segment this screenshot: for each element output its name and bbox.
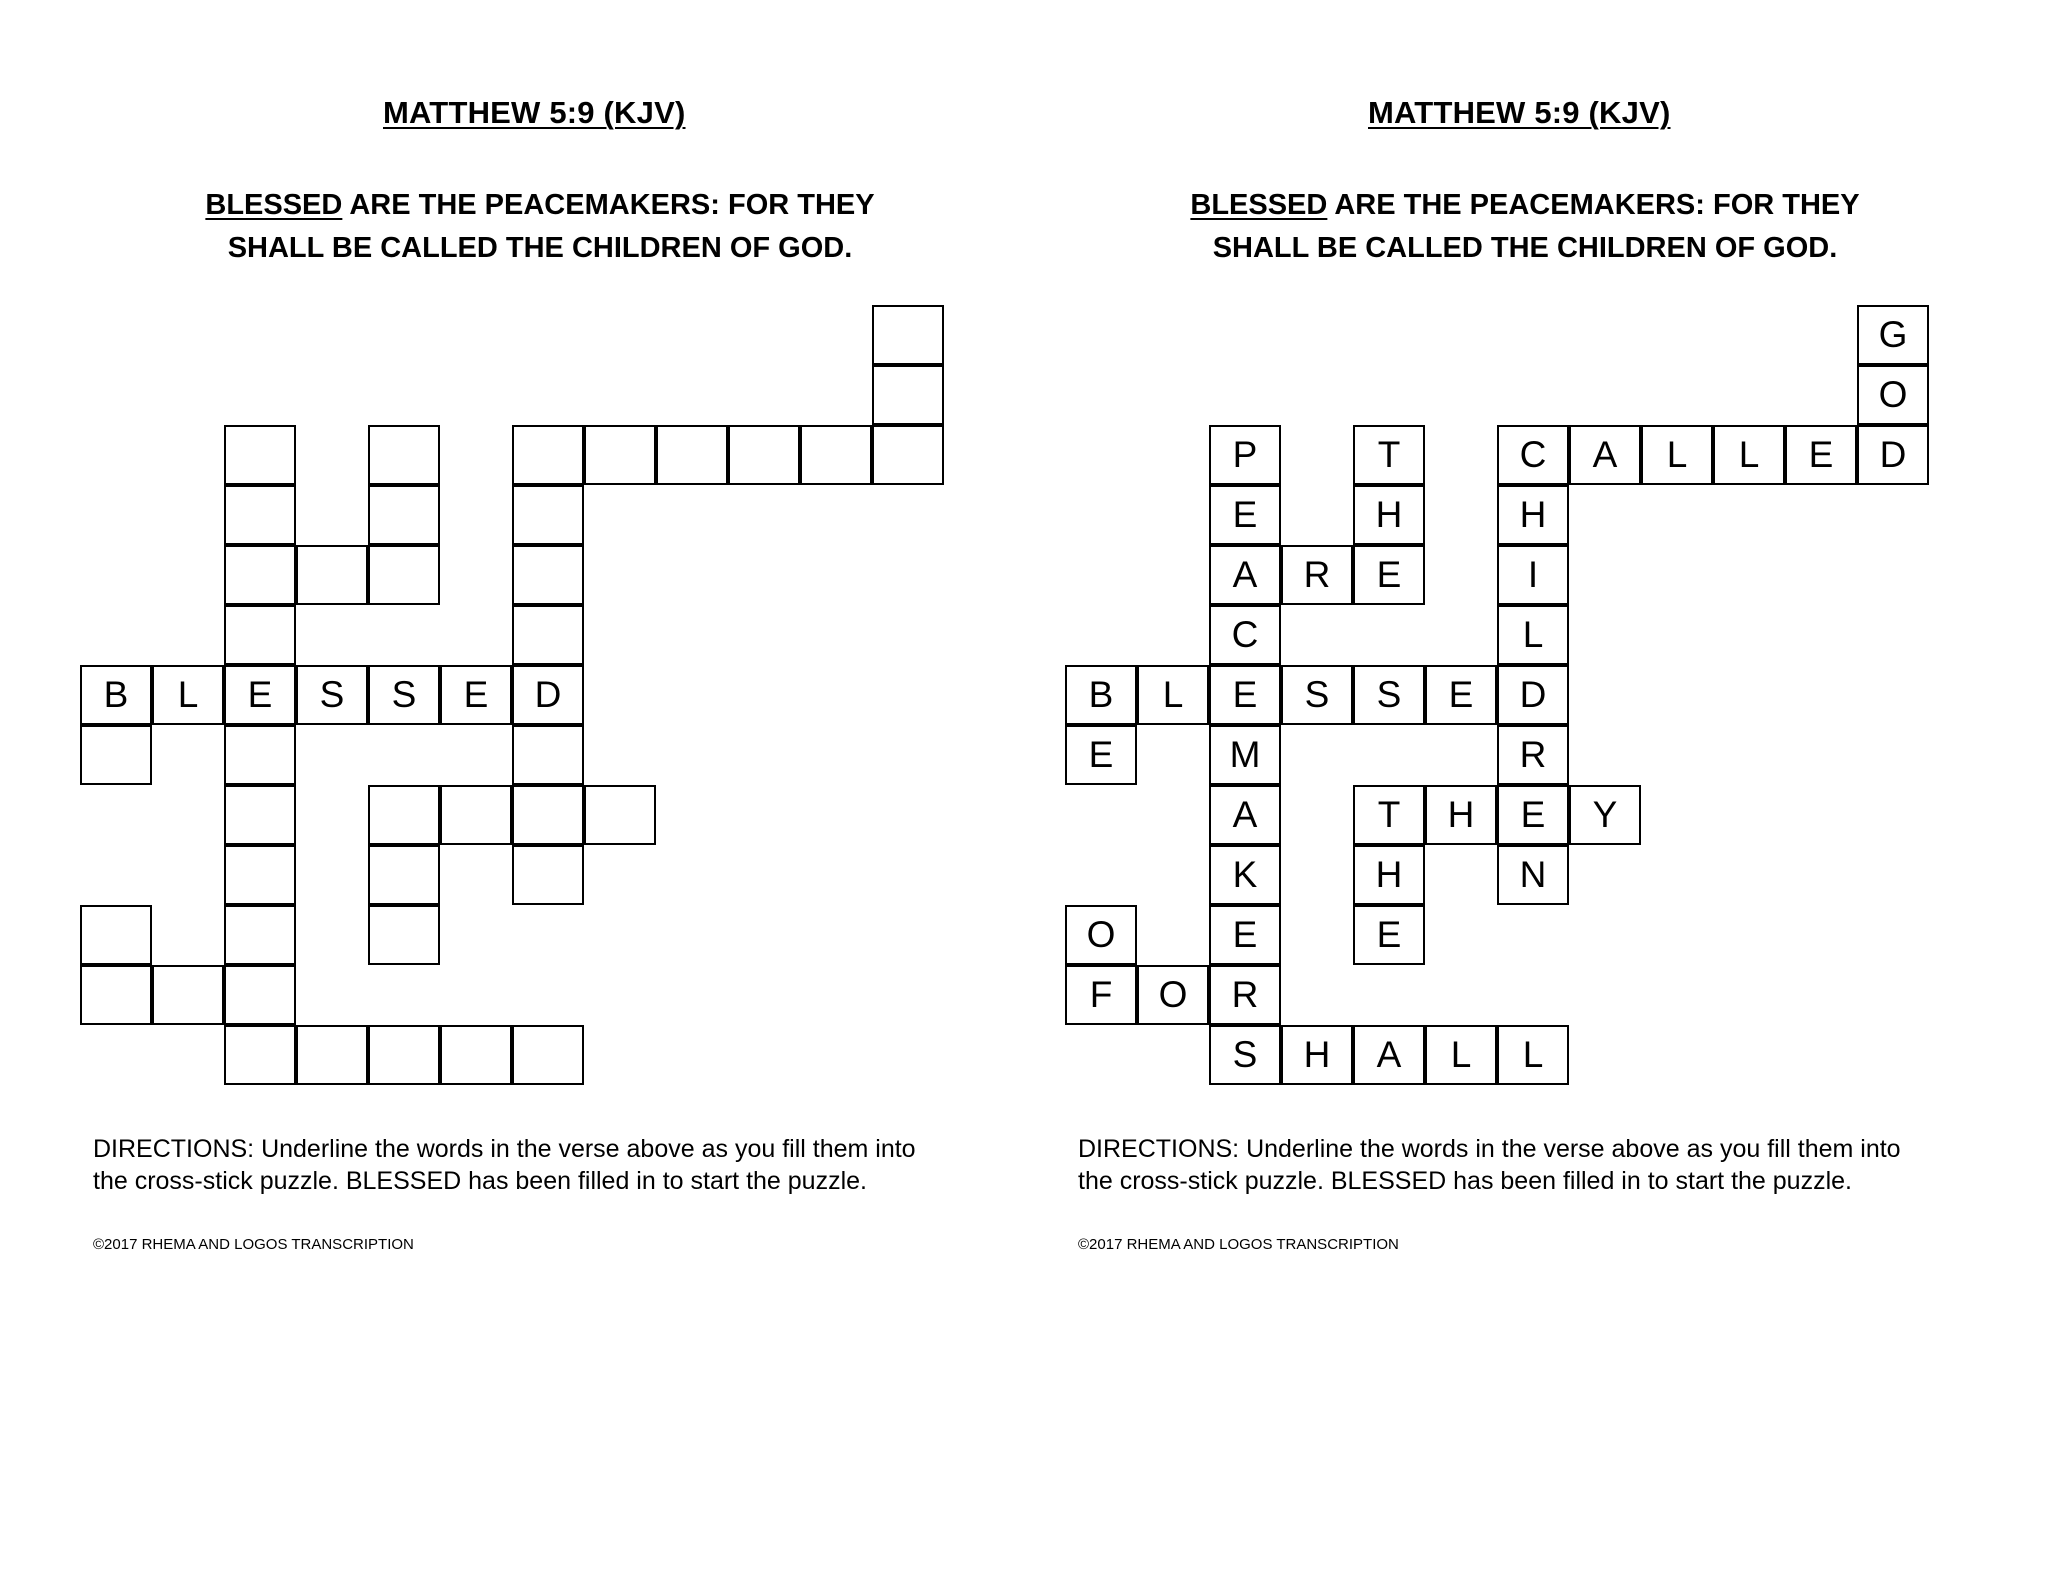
- grid-cell: S: [1353, 665, 1425, 725]
- verse-text: [130, 184, 950, 270]
- grid-cell: H: [1353, 485, 1425, 545]
- grid-cell[interactable]: [872, 425, 944, 485]
- grid-cell[interactable]: [368, 905, 440, 965]
- grid-cell[interactable]: [224, 605, 296, 665]
- grid-cell: B: [1065, 665, 1137, 725]
- directions: [93, 1133, 993, 1197]
- grid-cell[interactable]: [224, 485, 296, 545]
- grid-cell[interactable]: [656, 425, 728, 485]
- grid-cell: M: [1209, 725, 1281, 785]
- grid-cell[interactable]: [152, 965, 224, 1025]
- grid-cell: A: [1353, 1025, 1425, 1085]
- grid-cell[interactable]: [368, 425, 440, 485]
- grid-cell[interactable]: [224, 545, 296, 605]
- grid-cell: S: [1281, 665, 1353, 725]
- grid-cell[interactable]: [224, 845, 296, 905]
- verse-line-1: [1115, 184, 1935, 227]
- verse-first-word: BLESSED: [1190, 189, 1328, 221]
- grid-cell[interactable]: [512, 845, 584, 905]
- grid-cell[interactable]: [296, 1025, 368, 1085]
- grid-cell[interactable]: [368, 1025, 440, 1085]
- copyright-notice: ©2017 RHEMA AND LOGOS TRANSCRIPTION: [93, 1236, 414, 1253]
- grid-cell: E: [1209, 905, 1281, 965]
- grid-cell[interactable]: [512, 485, 584, 545]
- grid-cell[interactable]: E: [224, 665, 296, 725]
- grid-cell: E: [1209, 665, 1281, 725]
- worksheet-answer-key: [985, 0, 1985, 1582]
- grid-cell: L: [1425, 1025, 1497, 1085]
- grid-cell: Y: [1569, 785, 1641, 845]
- grid-cell[interactable]: [368, 785, 440, 845]
- verse-line-1-rest: ARE THE PEACEMAKERS: FOR THEY: [342, 189, 875, 221]
- grid-cell: G: [1857, 305, 1929, 365]
- grid-cell: O: [1065, 905, 1137, 965]
- grid-cell[interactable]: [512, 605, 584, 665]
- grid-cell[interactable]: [512, 725, 584, 785]
- grid-cell: L: [1497, 605, 1569, 665]
- grid-cell: T: [1353, 785, 1425, 845]
- grid-cell[interactable]: [512, 425, 584, 485]
- grid-cell[interactable]: [440, 1025, 512, 1085]
- grid-cell: C: [1209, 605, 1281, 665]
- grid-cell: E: [1065, 725, 1137, 785]
- grid-cell: E: [1497, 785, 1569, 845]
- grid-cell[interactable]: [224, 1025, 296, 1085]
- grid-cell: I: [1497, 545, 1569, 605]
- grid-cell[interactable]: [224, 785, 296, 845]
- grid-cell: R: [1281, 545, 1353, 605]
- directions-line-2: the cross-stick puzzle. BLESSED has been filled in to start the puzzle.: [93, 1167, 867, 1195]
- directions: [1078, 1133, 1978, 1197]
- grid-cell[interactable]: [80, 905, 152, 965]
- grid-cell: L: [1497, 1025, 1569, 1085]
- grid-cell: H: [1353, 845, 1425, 905]
- grid-cell: H: [1425, 785, 1497, 845]
- grid-cell[interactable]: [512, 785, 584, 845]
- verse-line-1: [130, 184, 950, 227]
- grid-cell: F: [1065, 965, 1137, 1025]
- grid-cell: K: [1209, 845, 1281, 905]
- grid-cell: R: [1209, 965, 1281, 1025]
- grid-cell[interactable]: [872, 365, 944, 425]
- directions-line-2: the cross-stick puzzle. BLESSED has been filled in to start the puzzle.: [1078, 1167, 1852, 1195]
- grid-cell: O: [1137, 965, 1209, 1025]
- verse-line-1-rest: ARE THE PEACEMAKERS: FOR THEY: [1327, 189, 1860, 221]
- grid-cell[interactable]: [512, 1025, 584, 1085]
- directions-line-1: DIRECTIONS: Underline the words in the verse above as you fill them into: [1078, 1135, 1901, 1163]
- page-title: MATTHEW 5:9 (KJV): [383, 95, 686, 130]
- grid-cell[interactable]: [512, 545, 584, 605]
- grid-cell[interactable]: [368, 485, 440, 545]
- grid-cell: P: [1209, 425, 1281, 485]
- grid-cell[interactable]: S: [368, 665, 440, 725]
- grid-cell[interactable]: [584, 785, 656, 845]
- grid-cell: H: [1497, 485, 1569, 545]
- grid-cell: A: [1569, 425, 1641, 485]
- grid-cell: O: [1857, 365, 1929, 425]
- grid-cell: L: [1713, 425, 1785, 485]
- grid-cell: E: [1353, 905, 1425, 965]
- grid-cell: D: [1497, 665, 1569, 725]
- grid-cell[interactable]: [80, 725, 152, 785]
- grid-cell: E: [1353, 545, 1425, 605]
- grid-cell[interactable]: [80, 965, 152, 1025]
- verse-first-word: BLESSED: [205, 189, 343, 221]
- grid-cell: A: [1209, 785, 1281, 845]
- grid-cell: E: [1209, 485, 1281, 545]
- grid-cell[interactable]: [872, 305, 944, 365]
- directions-line-1: DIRECTIONS: Underline the words in the verse above as you fill them into: [93, 1135, 916, 1163]
- grid-cell: L: [1641, 425, 1713, 485]
- grid-cell[interactable]: E: [440, 665, 512, 725]
- grid-cell[interactable]: D: [512, 665, 584, 725]
- grid-cell: A: [1209, 545, 1281, 605]
- grid-cell[interactable]: B: [80, 665, 152, 725]
- page-title: MATTHEW 5:9 (KJV): [1368, 95, 1671, 130]
- grid-cell[interactable]: [224, 725, 296, 785]
- grid-cell: D: [1857, 425, 1929, 485]
- grid-cell[interactable]: [224, 905, 296, 965]
- grid-cell: C: [1497, 425, 1569, 485]
- grid-cell[interactable]: [440, 785, 512, 845]
- grid-cell: N: [1497, 845, 1569, 905]
- grid-cell: E: [1425, 665, 1497, 725]
- grid-cell: E: [1785, 425, 1857, 485]
- verse-line-2: SHALL BE CALLED THE CHILDREN OF GOD.: [1212, 232, 1838, 264]
- grid-cell[interactable]: [224, 965, 296, 1025]
- grid-cell[interactable]: [296, 545, 368, 605]
- grid-cell: S: [1209, 1025, 1281, 1085]
- grid-cell[interactable]: [584, 425, 656, 485]
- grid-cell[interactable]: L: [152, 665, 224, 725]
- grid-cell: L: [1137, 665, 1209, 725]
- grid-cell: T: [1353, 425, 1425, 485]
- verse-text: [1115, 184, 1935, 270]
- grid-cell[interactable]: S: [296, 665, 368, 725]
- grid-cell: H: [1281, 1025, 1353, 1085]
- copyright-notice: ©2017 RHEMA AND LOGOS TRANSCRIPTION: [1078, 1236, 1399, 1253]
- grid-cell[interactable]: [728, 425, 800, 485]
- grid-cell: R: [1497, 725, 1569, 785]
- grid-cell[interactable]: [368, 545, 440, 605]
- grid-cell[interactable]: [368, 845, 440, 905]
- worksheet-blank: [0, 0, 1000, 1582]
- grid-cell[interactable]: [224, 425, 296, 485]
- grid-cell[interactable]: [800, 425, 872, 485]
- verse-line-2: SHALL BE CALLED THE CHILDREN OF GOD.: [227, 232, 853, 264]
